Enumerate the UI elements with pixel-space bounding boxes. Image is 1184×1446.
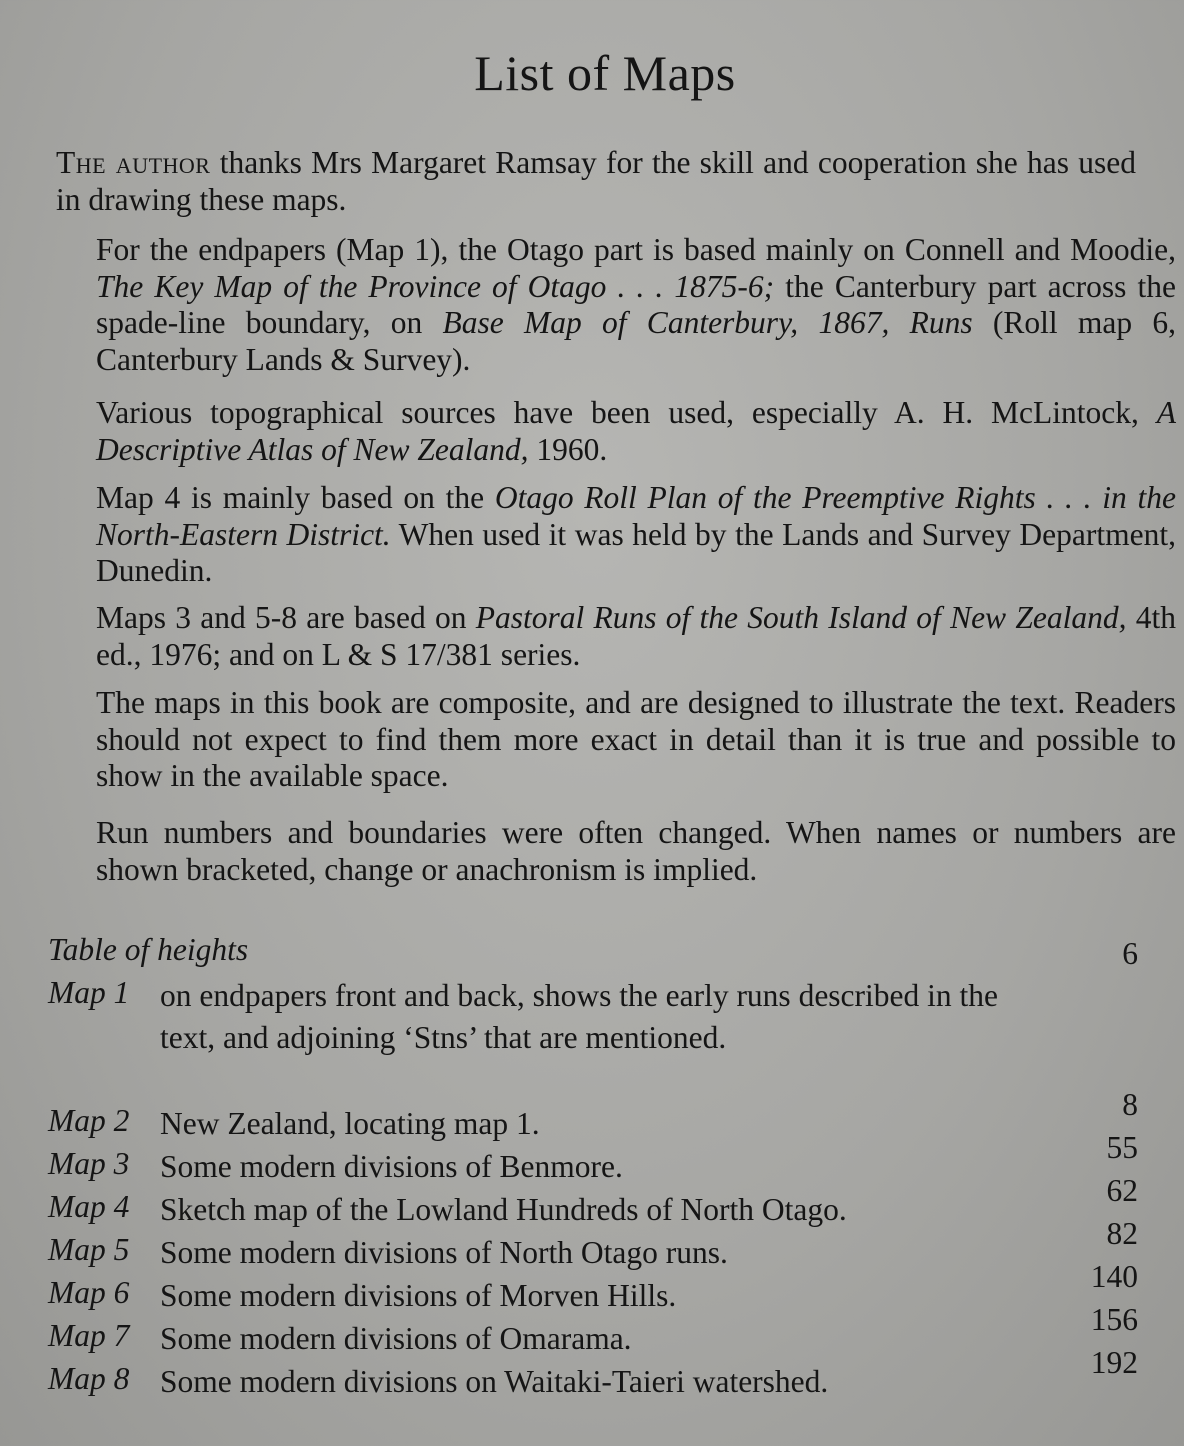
- map4-text-a: Map 4 is mainly based on the: [96, 480, 495, 515]
- maps-table-of-contents: [48, 932, 1138, 1404]
- toc-page-number: 62: [1106, 1173, 1138, 1208]
- run-numbers-paragraph: Run numbers and boundaries were often changed. When names or numbers are shown bracketed, change or anachronism is implied.: [96, 815, 1176, 887]
- toc-row: [48, 1345, 1138, 1404]
- toc-row: [48, 1173, 1138, 1232]
- endpapers-text-a: For the endpapers (Map 1), the Otago part is based mainly on Connell and Moodie,: [96, 232, 1176, 267]
- maps-3-8-text-b: 4th ed., 1976; and on L & S 17/381 series.: [96, 600, 1176, 672]
- base-map-title: Base Map of Canterbury, 1867, Runs: [442, 305, 973, 340]
- toc-description: Some modern divisions on Waitaki-Taieri watershed.: [160, 1364, 829, 1399]
- toc-page-number: 156: [1090, 1302, 1138, 1337]
- toc-row: [48, 975, 1138, 1103]
- toc-page-number: 82: [1106, 1216, 1138, 1251]
- toc-row: [48, 1302, 1138, 1361]
- toc-row: [48, 1130, 1138, 1189]
- key-map-title: The Key Map of the Province of Otago . . . 1875-6;: [96, 268, 775, 304]
- toc-page-number: 55: [1106, 1130, 1138, 1165]
- toc-description: New Zealand, locating map 1.: [160, 1106, 540, 1141]
- toc-description: on endpapers front and back, shows the early runs described in the text, and adjoining ‘Stns’ that are mentioned.: [160, 978, 998, 1055]
- acknowledgement-text: thanks Mrs Margaret Ramsay for the skill and cooperation she has used in drawing these maps.: [56, 145, 1136, 217]
- toc-description: Some modern divisions of Morven Hills.: [160, 1278, 677, 1313]
- endpapers-text-c: (Roll map 6, Canterbury Lands & Survey).: [96, 305, 1176, 377]
- endpapers-paragraph: [56, 232, 1176, 378]
- page-title: List of Maps: [474, 45, 736, 101]
- toc-page-number: 140: [1090, 1259, 1138, 1294]
- pastoral-runs-title: Pastoral Runs of the South Island of New Zealand,: [475, 600, 1127, 635]
- author-lead: The author: [56, 145, 211, 180]
- sources-text-a: Various topographical sources have been used, especially A. H. McLintock,: [96, 395, 1157, 430]
- atlas-title: A Descriptive Atlas of New Zealand,: [96, 395, 1176, 467]
- toc-page-number: 6: [1122, 936, 1138, 971]
- toc-row: [48, 1216, 1138, 1275]
- maps-3-8-text-a: Maps 3 and 5-8 are based on: [96, 600, 476, 635]
- toc-label: Map 1: [48, 975, 130, 1010]
- toc-label: Map 8: [48, 1361, 130, 1396]
- roll-plan-title: Otago Roll Plan of the Preemptive Rights . . . in the North-Eastern District.: [96, 480, 1176, 552]
- sources-paragraph: [56, 395, 1176, 468]
- map4-text-b: When used it was held by the Lands and Survey Department, Dunedin.: [96, 516, 1176, 588]
- toc-label: Map 7: [48, 1318, 130, 1353]
- toc-row: [48, 1259, 1138, 1318]
- maps-3-8-paragraph: [56, 600, 1176, 673]
- toc-label: Map 4: [48, 1189, 130, 1224]
- toc-label: Table of heights: [48, 932, 249, 967]
- toc-description: Some modern divisions of Benmore.: [160, 1149, 623, 1184]
- toc-row: [48, 932, 1138, 975]
- toc-description: Some modern divisions of North Otago runs.: [160, 1235, 728, 1270]
- toc-label: Map 2: [48, 1103, 130, 1138]
- toc-description: Some modern divisions of Omarama.: [160, 1321, 632, 1356]
- toc-row: [48, 1087, 1138, 1146]
- acknowledgement-paragraph: [56, 145, 1136, 218]
- toc-label: Map 3: [48, 1146, 130, 1181]
- toc-page-number: 192: [1090, 1345, 1138, 1380]
- toc-label: Map 5: [48, 1232, 130, 1267]
- toc-description: Sketch map of the Lowland Hundreds of North Otago.: [160, 1192, 847, 1227]
- toc-page-number: 8: [1122, 1087, 1138, 1122]
- toc-label: Map 6: [48, 1275, 130, 1310]
- endpapers-text-b: the Canterbury part across the spade-line boundary, on: [96, 268, 1176, 340]
- sources-text-b: 1960.: [528, 431, 608, 467]
- composite-paragraph: The maps in this book are composite, and are designed to illustrate the text. Readers should not expect to find them more exact in detail than it is true and possible to show in the available space.: [96, 685, 1176, 793]
- map4-paragraph: [56, 480, 1176, 590]
